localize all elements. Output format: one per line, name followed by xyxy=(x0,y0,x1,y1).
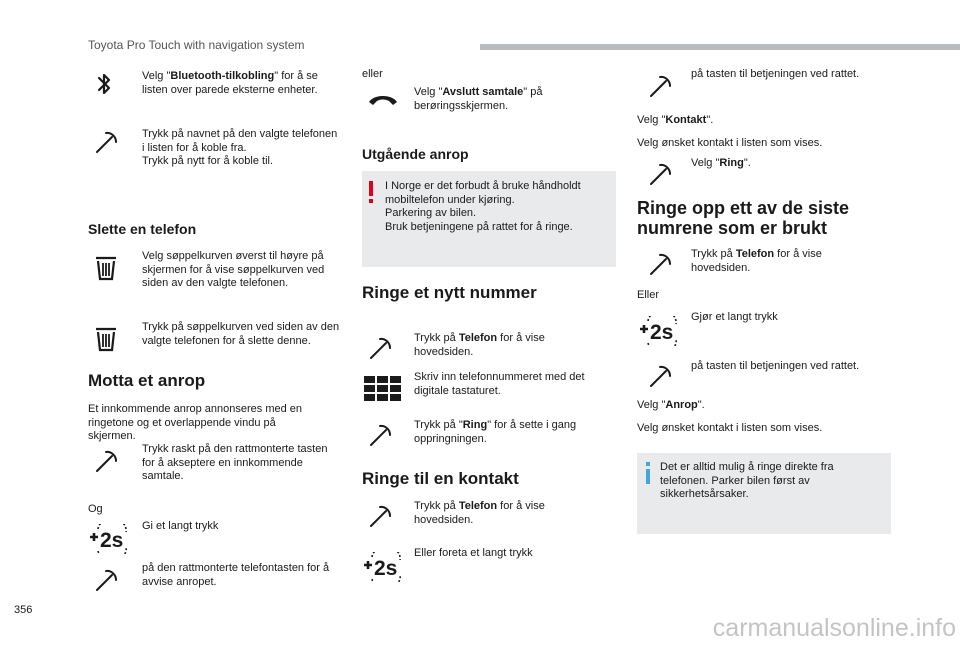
touch-tap-icon xyxy=(92,128,120,156)
delete-phone-heading: Slette en telefon xyxy=(88,221,197,237)
touch-tap-icon xyxy=(366,502,394,530)
watermark: carmanualsonline.info xyxy=(712,614,956,642)
touch-tap-icon xyxy=(366,334,394,362)
info-text: Det er alltid mulig å ringe direkte fra telefonen. Parker bilen først av sikkerhetsårsaker. xyxy=(660,461,834,500)
tap-name-instruction: Trykk på navnet på den valgte telefonen i listen for å koble fra. Trykk på nytt for å koble til. xyxy=(142,128,338,167)
warning-text: I Norge er det forbudt å bruke håndholdt mobiltelefon under kjøring. Parkering av bilen. Bruk betjeningene på rattet for å ringe. xyxy=(385,180,581,233)
trash-icon xyxy=(92,254,120,282)
long-press-2s-icon xyxy=(636,316,678,346)
call-contact-heading: Ringe til en kontakt xyxy=(362,469,519,488)
phone-home-instruction-1: Trykk på Telefon for å vise hovedsiden. xyxy=(414,332,545,358)
keypad-icon xyxy=(364,376,402,402)
eller-label: eller xyxy=(362,68,383,80)
trash-instruction-1: Velg søppelkurven øverst til høyre på skjermen for å vise søppelkurven ved siden av den valgte telefonen. xyxy=(142,250,325,289)
select-contact-instruction: Velg "Kontakt". xyxy=(637,114,714,126)
choose-contact-2: Velg ønsket kontakt i listen som vises. xyxy=(637,422,823,434)
hang-up-icon xyxy=(366,90,400,108)
choose-contact-1: Velg ønsket kontakt i listen som vises. xyxy=(637,137,823,149)
svg-text:2s: 2s xyxy=(100,529,124,552)
warning-icon xyxy=(367,181,375,203)
outgoing-call-heading: Utgående anrop xyxy=(362,146,469,162)
trash-instruction-2: Trykk på søppelkurven ved siden av den valgte telefonen for å slette denne. xyxy=(142,321,340,347)
receive-intro: Et innkommende anrop annonseres med en ringetone og et overlappende vindu på skjermen. xyxy=(88,403,303,442)
phone-home-instruction-2: Trykk på Telefon for å vise hovedsiden. xyxy=(414,500,545,526)
eller-long-press-label: Eller foreta et langt trykk xyxy=(414,547,533,559)
end-call-instruction: Velg "Avslutt samtale" på berøringsskjermen. xyxy=(414,86,543,112)
header-bar xyxy=(480,44,960,50)
wheel-key-instruction-2: på tasten til betjeningen ved rattet. xyxy=(691,360,860,372)
trash-icon xyxy=(92,325,120,353)
touch-tap-icon xyxy=(646,362,674,390)
keypad-instruction: Skriv inn telefonnummeret med det digitale tastaturet. xyxy=(414,371,585,397)
ring-instruction: Trykk på "Ring" for å sette i gang oppringningen. xyxy=(414,419,577,445)
accept-instruction: Trykk raskt på den rattmonterte tasten for å akseptere en innkommende samtale. xyxy=(142,443,328,482)
svg-text:2s: 2s xyxy=(374,557,398,580)
touch-tap-icon xyxy=(92,566,120,594)
reject-instruction: på den rattmonterte telefontasten for å avvise anropet. xyxy=(142,562,330,588)
eller-label-2: Eller xyxy=(637,289,660,301)
long-press-2s-icon xyxy=(86,524,128,554)
phone-home-instruction-3: Trykk på Telefon for å vise hovedsiden. xyxy=(691,248,822,274)
touch-tap-icon xyxy=(366,421,394,449)
receive-call-heading: Motta et anrop xyxy=(88,371,206,390)
running-header: Toyota Pro Touch with navigation system xyxy=(88,38,305,52)
bluetooth-instruction: Velg "Bluetooth-tilkobling" for å se listen over parede eksterne enheter. xyxy=(142,70,318,96)
svg-text:2s: 2s xyxy=(650,321,674,344)
recent-numbers-heading: Ringe opp ett av de siste numrene som er brukt xyxy=(637,198,850,238)
long-press-label: Gi et langt trykk xyxy=(142,520,219,532)
bluetooth-icon xyxy=(90,70,118,98)
og-label: Og xyxy=(88,503,103,515)
info-icon xyxy=(644,462,652,484)
page-number: 356 xyxy=(14,604,33,616)
touch-tap-icon xyxy=(646,72,674,100)
long-press-label-2: Gjør et langt trykk xyxy=(691,311,778,323)
new-number-heading: Ringe et nytt nummer xyxy=(362,283,537,302)
touch-tap-icon xyxy=(646,250,674,278)
select-calls-instruction: Velg "Anrop". xyxy=(637,399,705,411)
long-press-2s-icon xyxy=(360,552,402,582)
touch-tap-icon xyxy=(646,160,674,188)
touch-tap-icon xyxy=(92,447,120,475)
wheel-key-instruction-1: på tasten til betjeningen ved rattet. xyxy=(691,68,860,80)
select-ring-instruction: Velg "Ring". xyxy=(691,157,751,169)
